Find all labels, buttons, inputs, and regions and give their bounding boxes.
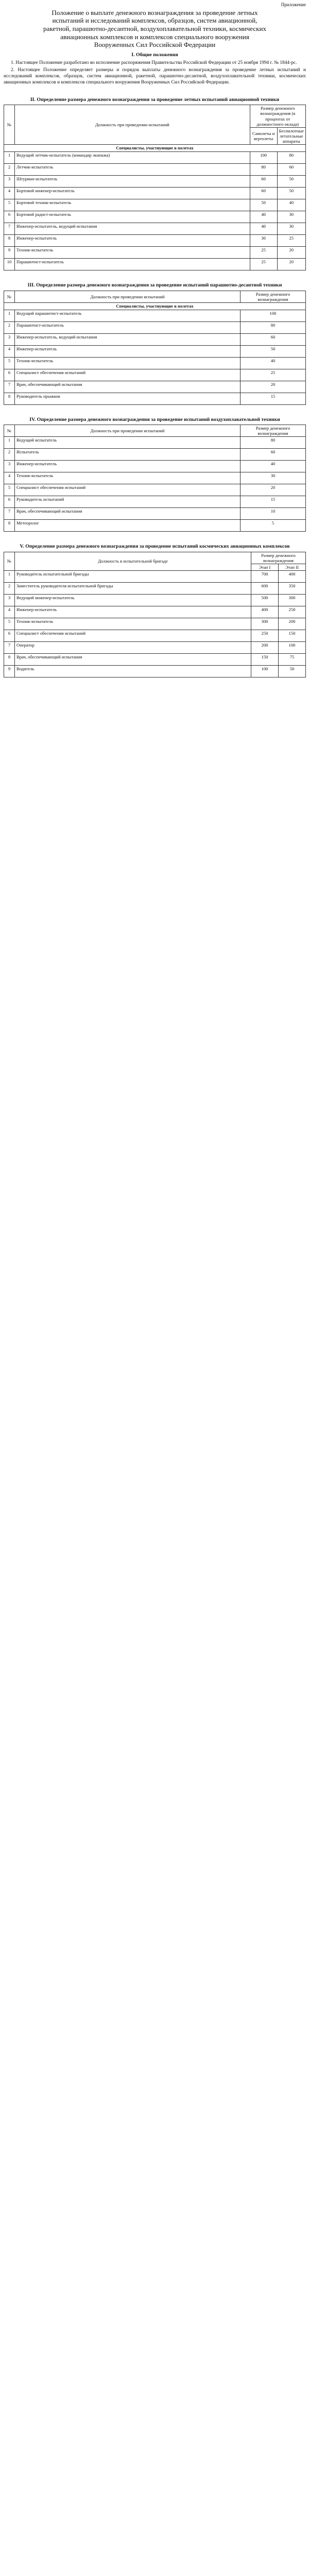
table-cell-value: 60 [250,188,277,199]
table-cell-number: 3 [4,461,15,472]
table-cell-number: 3 [4,333,15,345]
table-cell-position: Инженер-испытатель [15,345,241,357]
table-cell-number: 7 [4,641,15,653]
section-5-heading: V. Определение размера денежного вознаграждения за проведение испытаний космических авиационных комплексов [20,544,290,550]
table-cell-position: Руководитель испытательной бригады [15,570,251,582]
table-row [4,606,306,618]
table-cell-value: 50 [277,176,305,188]
table-cell-position: Инженер-испытатель, ведущий испытания [15,333,241,345]
spacer [4,406,306,414]
table-header-number: № [4,291,15,302]
table-cell-value: 50 [241,345,306,357]
table-cell-number: 8 [4,393,15,404]
table-cell-number: 3 [4,176,15,188]
table-cell-value: 5 [241,520,306,532]
table-cell-number: 4 [4,188,15,199]
table-cell-position: Заместитель руководителя испытательной бригады [15,582,251,594]
table-cell-value: 300 [251,618,279,630]
table-cell-position: Бортовой инженер-испытатель [15,188,250,199]
table-cell-value: 60 [241,333,306,345]
table-row [4,357,306,369]
table-cell-value: 80 [241,437,306,449]
table-header-amount: Размер денежного вознаграждения [251,552,306,564]
table-cell-value: 40 [241,357,306,369]
table-cell-position: Парашютист-испытатель [15,259,250,270]
paragraph-1: 1. Настоящее Положение разработано во исполнение распоряжения Правительства Российской Федерации от 25 ноября 1994 г. № 1844-рс. [11,60,297,66]
table-row [4,594,306,606]
table-cell-value: 20 [241,484,306,496]
table-subheader: Этап II [279,564,306,570]
table-cell-value: 25 [250,259,277,270]
table-cell-number: 10 [4,259,15,270]
table-subheader: Самолеты и вертолеты [250,127,277,144]
table-cell-value: 600 [251,582,279,594]
remuneration-table-balloon [4,425,306,532]
table-cell-position: Летчик-испытатель [15,164,250,176]
table-cell-value: 40 [277,199,305,211]
table-cell-number: 2 [4,164,15,176]
table-cell-value: 100 [250,152,277,164]
table-row [4,508,306,520]
table-row [4,345,306,357]
table-cell-value: 200 [251,641,279,653]
table-row [4,321,306,333]
table-header-position: Должность при проведении испытаний [15,105,250,145]
table-row [4,393,306,404]
table-row [4,333,306,345]
table-cell-value: 700 [251,570,279,582]
table-cell-value: 10 [241,508,306,520]
table-row [4,630,306,641]
table-cell-value: 200 [279,618,306,630]
table-cell-value: 100 [279,641,306,653]
table-row [4,570,306,582]
table-row [4,653,306,665]
section-3-heading: III. Определение размера денежного вознаграждения за проведение испытаний парашютно-десантной техники [27,282,282,289]
table-header-amount: Размер денежного вознаграждения (в процентах от должностного оклада) [250,105,305,128]
table-cell-position: Метеоролог [15,520,241,532]
table-cell-value: 20 [277,247,305,259]
table-cell-value: 30 [277,223,305,235]
table-row [4,582,306,594]
table-cell-value: 30 [241,472,306,484]
table-cell-value: 500 [251,594,279,606]
table-header-number: № [4,552,15,570]
remuneration-table-aviation [4,105,306,270]
table-cell-position: Врач, обеспечивающий испытания [15,381,241,393]
table-cell-number: 1 [4,310,15,321]
table-cell-position: Специалист обеспечения испытаний [15,369,241,381]
table-cell-value: 50 [250,199,277,211]
table-cell-value: 150 [251,653,279,665]
table-cell-position: Техник-испытатель [15,618,251,630]
table-cell-position: Инженер-испытатель [15,606,251,618]
table-row [4,472,306,484]
table-header-number: № [4,425,15,437]
table-cell-value: 20 [277,259,305,270]
table-cell-position: Инженер-испытатель [15,461,241,472]
table-cell-value: 400 [279,570,306,582]
appendix-label: Приложение [281,2,306,7]
table-row [4,199,306,211]
table-row [4,247,306,259]
section-2-heading: II. Определение размера денежного вознаграждения за проведение летных испытаний авиационной техники [30,97,280,103]
table-cell-number: 8 [4,235,15,247]
table-cell-position: Техник-испытатель [15,247,250,259]
table-cell-position: Ведущий парашютист-испытатель [15,310,241,321]
table-cell-number: 7 [4,223,15,235]
table-cell-position: Ведущий испытатель [15,437,241,449]
table-cell-number: 1 [4,570,15,582]
table-cell-number: 9 [4,665,15,677]
table-cell-value: 50 [279,665,306,677]
table-cell-value: 400 [251,606,279,618]
table-row [4,152,306,164]
table-cell-position: Парашютист-испытатель [15,321,241,333]
table-cell-number: 2 [4,582,15,594]
table-cell-position: Оператор [15,641,251,653]
table-cell-value: 300 [279,594,306,606]
table-cell-value: 250 [251,630,279,641]
table-cell-number: 2 [4,449,15,461]
table-cell-number: 2 [4,321,15,333]
table-cell-value: 100 [251,665,279,677]
table-cell-number: 5 [4,199,15,211]
remuneration-table-space [4,552,306,677]
table-cell-position: Штурман-испытатель [15,176,250,188]
table-cell-number: 6 [4,211,15,223]
table-cell-value: 25 [277,235,305,247]
table-cell-position: Специалист обеспечения испытаний [15,630,251,641]
table-row [4,496,306,508]
table-subheader: Этап I [251,564,279,570]
table-cell-number: 5 [4,357,15,369]
table-row [4,188,306,199]
table-row [4,211,306,223]
table-cell-number: 8 [4,520,15,532]
table-row [4,437,306,449]
table-cell-position: Руководитель прыжков [15,393,241,404]
table-cell-value: 40 [250,211,277,223]
table-cell-number: 5 [4,618,15,630]
table-cell-value: 80 [277,152,305,164]
section-4-heading: IV. Определение размера денежного вознаграждения за проведение испытаний воздухоплавательной техники [29,416,280,422]
table-cell-value: 150 [279,630,306,641]
table-cell-position: Испытатель [15,449,241,461]
table-cell-number: 8 [4,653,15,665]
table-header-position: Должность при проведении испытаний [15,291,241,302]
table-cell-number: 1 [4,152,15,164]
table-row [4,259,306,270]
table-header-amount: Размер денежного вознаграждения [241,425,306,437]
table-cell-value: 60 [250,176,277,188]
paragraph-2: 2. Настоящее Положение определяет размеры и порядок выплаты денежного вознаграждения за проведение летных испытаний и исследований комплексов, образцов, систем авиационной, ракетной, парашютно-десантной, воздухоплавательной техники, космических авиационных комплексов и комплексов специального вооружения Вооруженных Сил Российской Федерации. [4,67,306,86]
table-cell-value: 30 [277,211,305,223]
table-row [4,520,306,532]
table-row [4,369,306,381]
table-cell-value: 40 [250,223,277,235]
document-title: Положение о выплате денежного вознаграждения за проведение летных испытаний и исследований комплексов, образцов, систем авиационной, ракетной, парашютно-десантной, воздухоплавательной техники, космических авиационных комплексов и комплексов специального вооружения Вооруженных Сил Российской Федерации [43,8,266,49]
table-cell-position: Бортовой техник-испытатель [15,199,250,211]
table-cell-number: 3 [4,594,15,606]
table-row [4,641,306,653]
table-cell-number: 9 [4,247,15,259]
spacer [4,533,306,540]
table-cell-number: 4 [4,472,15,484]
remuneration-table-parachute [4,291,306,405]
table-cell-value: 15 [241,496,306,508]
table-cell-value: 80 [241,321,306,333]
table-row [4,381,306,393]
table-group-heading: Специалисты, участвующие в полетах [4,145,306,152]
table-row [4,449,306,461]
table-cell-value: 25 [250,247,277,259]
table-row [4,235,306,247]
table-row [4,164,306,176]
table-row [4,461,306,472]
table-cell-position: Бортовой радист-испытатель [15,211,250,223]
table-header-position: Должность в испытательной бригаде [15,552,251,570]
spacer [4,87,306,94]
table-cell-value: 80 [250,164,277,176]
table-row [4,665,306,677]
table-header-number: № [4,105,15,145]
table-cell-position: Инженер-испытатель, ведущий испытания [15,223,250,235]
table-row [4,618,306,630]
table-cell-number: 1 [4,437,15,449]
table-cell-value: 15 [241,393,306,404]
table-cell-position: Ведущий летчик-испытатель (командир экипажа) [15,152,250,164]
table-cell-number: 6 [4,369,15,381]
table-cell-value: 75 [279,653,306,665]
table-cell-position: Техник-испытатель [15,357,241,369]
table-cell-position: Инженер-испытатель [15,235,250,247]
table-cell-position: Руководитель испытаний [15,496,241,508]
table-row [4,484,306,496]
table-cell-value: 250 [279,606,306,618]
table-cell-value: 25 [241,369,306,381]
table-cell-number: 5 [4,484,15,496]
table-group-heading: Специалисты, участвующие в полетах [4,302,306,310]
table-cell-value: 40 [241,461,306,472]
table-cell-number: 4 [4,345,15,357]
table-cell-value: 50 [277,188,305,199]
table-cell-position: Специалист обеспечения испытаний [15,484,241,496]
table-cell-value: 20 [241,381,306,393]
table-row [4,223,306,235]
table-cell-position: Врач, обеспечивающий испытания [15,653,251,665]
table-cell-number: 6 [4,630,15,641]
spacer [4,272,306,279]
table-row [4,176,306,188]
table-cell-position: Техник-испытатель [15,472,241,484]
table-header-position: Должность при проведении испытаний [15,425,241,437]
table-cell-position: Врач, обеспечивающий испытания [15,508,241,520]
table-cell-position: Водитель [15,665,251,677]
table-cell-number: 7 [4,508,15,520]
table-cell-value: 350 [279,582,306,594]
table-row [4,310,306,321]
table-cell-value: 60 [241,449,306,461]
table-cell-number: 4 [4,606,15,618]
table-cell-number: 6 [4,496,15,508]
table-subheader: Беспилотные летательные аппараты [277,127,305,144]
table-cell-number: 7 [4,381,15,393]
table-cell-value: 100 [241,310,306,321]
table-cell-value: 60 [277,164,305,176]
table-header-amount: Размер денежного вознаграждения [241,291,306,302]
table-cell-position: Ведущий инженер-испытатель [15,594,251,606]
table-cell-value: 30 [250,235,277,247]
section-1-heading: I. Общие положения [131,52,178,58]
